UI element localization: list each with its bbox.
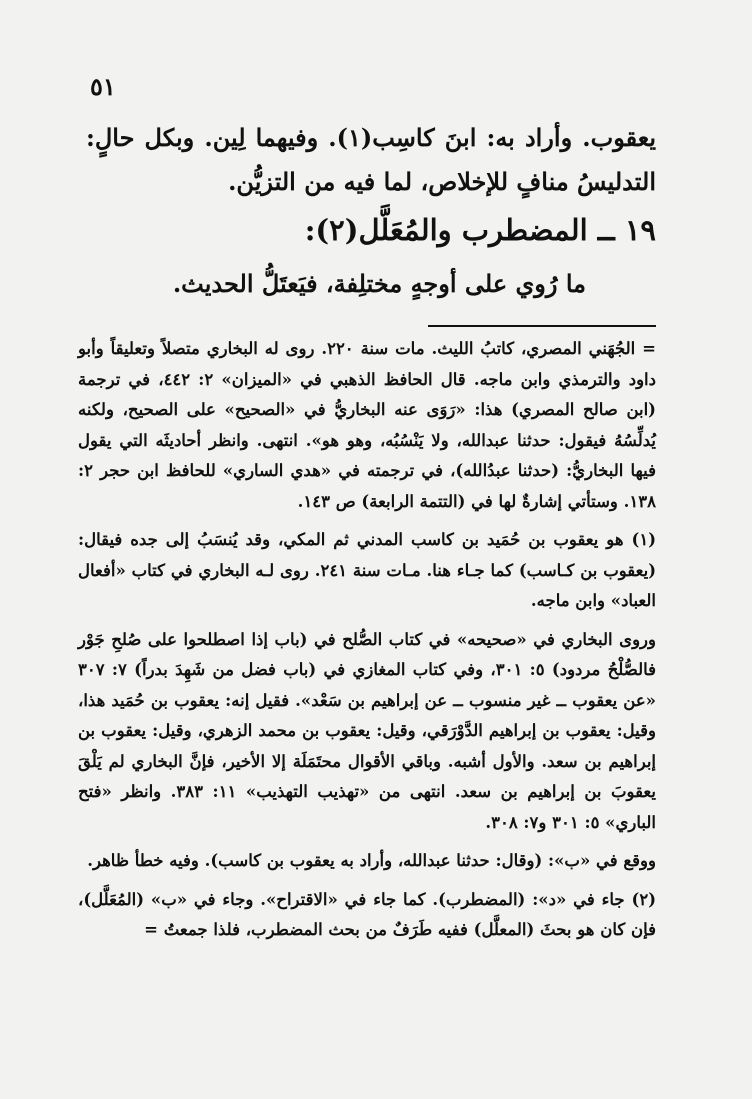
page-number: ٥١ xyxy=(90,72,116,101)
footnote-1-cont-a: وروى البخاري في «صحيحه» في كتاب الصُّلح في (باب إذا اصطلحوا على صُلحِ جَوْر فالصُّلْحُ مردود) ٥: ٣٠١، وفي كتاب المغازي في (باب فضل من شَهِدَ بدراً) ٧: ٣٠٧ «عن يعقوب ــ غير منسوب ــ عن إبراهيم بن سَعْد». فقيل إنه: يعقوب بن حُمَيد هذا، وقيل: يعقوب بن إبراهيم الدَّوْرَقي، وقيل: يعقوب بن محمد الزهري، وقيل: يعقوب بن إبراهيم بن سعد. والأول أشبه. وباقي الأقوال محتَمَلَة إلا الأخير، فإنَّ البخاري لم يَلْقَ يعقوبَ بن إبراهيم بن سعد. انتهى من «تهذيب التهذيب» ١١: ٣٨٣. وانظر «فتح الباري» ٥: ٣٠١ و٧: ٣٠٨. xyxy=(78,629,657,832)
main-text xyxy=(86,116,656,204)
footnote-1-cont-b: ووقع في «ب»: (وقال: حدثنا عبدالله، وأراد به يعقوب بن كاسب). وفيه خطأ ظاهر. xyxy=(87,851,656,870)
body-paragraph: يعقوب. وأراد به: ابنَ كاسِب(١). وفيهما لِين. وبكل حالٍ: التدليسُ منافٍ للإخلاص، لما فيه من التزيُّن. xyxy=(86,123,656,196)
footnote-continuation: = الجُهَني المصري، كاتبُ الليث. مات سنة ٢٢٠. روى له البخاري متصلاً وتعليقاً وأبو داود والترمذي وابن ماجه. قال الحافظ الذهبي في «الميزان» ٢: ٤٤٢، في ترجمة (ابن صالح المصري) هذا: «رَوَى عنه البخاريُّ في «الصحيح» على الصحيح، ولكنه يُدلِّسُهُ فيقول: حدثنا عبدالله، ولا يَنْسُبُه، وهو هو». انتهى. وانظر أحاديثَه التي يقول فيها البخاريُّ: (حدثنا عبدُالله)، في ترجمته في «هدي الساري» للحافظ ابن حجر ٢: ١٣٨. وستأتي إشارةٌ لها في (التتمة الرابعة) ص ١٤٣. xyxy=(78,339,657,511)
definition-text: ما رُوي على أوجهٍ مختلِفة، فيَعتَلُّ الحديث. xyxy=(172,269,586,298)
footnote-1: (١) هو يعقوب بن حُمَيد بن كاسب المدني ثم المكي، وقد يُنسَبُ إلى جده فيقال: (يعقوب بن كـاسب) كما جـاء هنا. مـات سنة ٢٤١. روى لـه البخاري في كتاب «أفعال العباد» وابن ماجه. xyxy=(78,530,657,610)
footnote-separator xyxy=(428,325,656,327)
footnote-2: (٢) جاء في «د»: (المضطرب). كما جاء في «الاقتراح». وجاء في «ب» (المُعَلَّل)، فإن كان هو بحثَ (المعلَّل) ففيه طَرَفٌ من بحث المضطرب، فلذا جمعتُ = xyxy=(78,889,656,939)
footnotes xyxy=(78,334,656,946)
section-heading: ١٩ ــ المضطرب والمُعَلَّل(٢): xyxy=(304,213,656,247)
